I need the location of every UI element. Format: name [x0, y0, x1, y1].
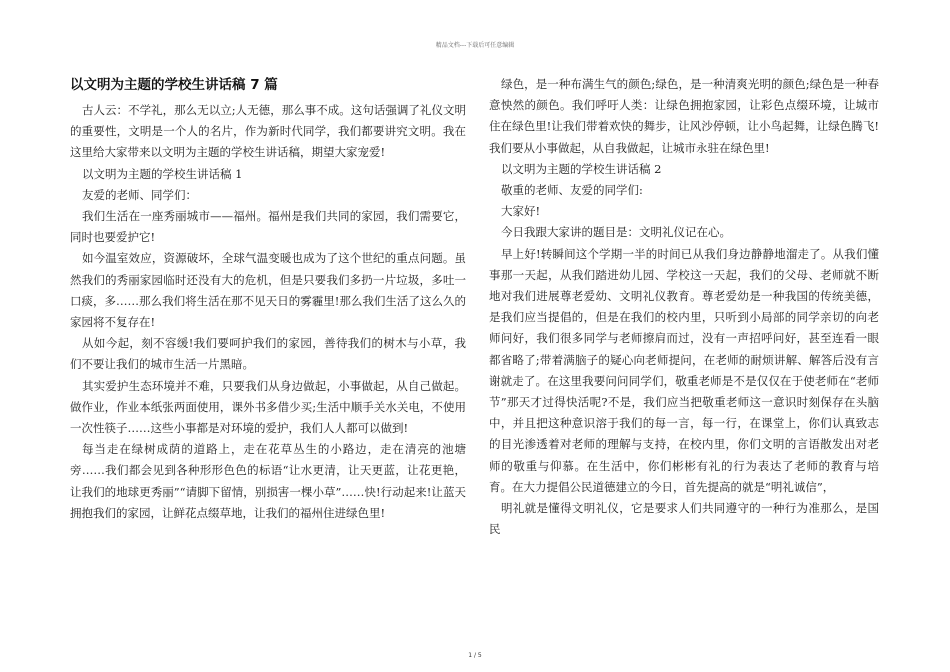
paragraph: 敬重的老师、友爱的同学们: — [501, 183, 643, 198]
paragraph: 其实爱护生态环境并不难，只要我们从身边做起，小事做起，从自己做起。做作业，作业本纸张两面使用，课外书多借少买;生活中顺手关水关电，不使用一次性筷子……这些小事都是对环境的爱护，我们人人都可以做到! — [70, 378, 466, 436]
left-body — [70, 100, 466, 524]
document-title: 以文明为主题的学校生讲话稿 7 篇 — [70, 77, 278, 93]
paragraph: 我们生活在一座秀丽城市——福州。福州是我们共同的家园，我们需要它，同时也要爱护它! — [70, 209, 466, 245]
paragraph: 大家好! — [501, 204, 541, 219]
paragraph: 如今温室效应，资源破坏，全球气温变暖也成为了这个世纪的重点问题。虽然我们的秀丽家园临时还没有大的危机，但是只要我们多扔一片垃圾，多吐一口痰，多……那么我们将生活在那不见天日的雾霾里!那么我们生活了这么久的家园将不复存在! — [70, 251, 466, 330]
paragraph: 每当走在绿树成荫的道路上，走在花草丛生的小路边，走在清亮的池塘旁……我们都会见到各种形形色色的标语“让水更清，让天更蓝，让花更艳，让我们的地球更秀丽”“请脚下留情，别损害一棵小草”……快!行动起来!让蓝天拥抱我们的家园，让鲜花点缀草地，让我们的福州住进绿色里! — [70, 442, 466, 520]
right-column — [489, 74, 879, 540]
left-column — [70, 74, 466, 524]
paragraph: 友爱的老师、同学们： — [82, 187, 197, 202]
page-header: 精品文档---下载后可任意编辑 — [435, 42, 515, 49]
right-body — [489, 74, 879, 540]
paragraph: 早上好!转瞬间这个学期一半的时间已从我们身边静静地溜走了。从我们懂事那一天起，从我们踏进幼儿园、学校这一天起，我们的父母、老师就不断地对我们进展尊老爱幼、文明礼仪教育。尊老爱幼是一种我国的传统美德，是我们应当提倡的，但是在我们的校内里，只听到小局部的同学亲切的向老师问好，我们很多同学与老师擦肩而过，没有一声招呼问好，甚至连看一眼都省略了;带着满脑子的疑心向老师提问，在老师的耐烦讲解、解答后没有言谢就走了。在这里我要问问同学们，敬重老师是不是仅仅在于使老师在“老师节”那天才过得快活呢?不是，我们应当把敬重老师这一意识时刻保存在头脑中，并且把这种意识溶于我们的每一言，每一行，在课堂上，你们认真致志的目光渗透着对老师的理解与支持，在校内里，你们文明的言语散发出对老师的敬重与仰慕。在生活中，你们彬彬有礼的行为表达了老师的教育与培育。在大力提倡公民道德建立的今日，首先提高的就是“明礼诚信”， — [489, 246, 879, 494]
paragraph: 今日我跟大家讲的题目是：文明礼仪记在心。 — [501, 225, 731, 240]
paragraph: 以文明为主题的学校生讲话稿 2 — [501, 161, 662, 176]
paragraph: 从如今起，刻不容缓!我们要呵护我们的家园，善待我们的树木与小草，我们不要让我们的城市生活一片黑暗。 — [70, 336, 466, 372]
paragraph: 古人云：不学礼，那么无以立;人无德，那么事不成。这句话强调了礼仪文明的重要性，文明是一个人的名片，作为新时代同学，我们都要讲究文明。我在这里给大家带来以文明为主题的学校生讲话稿，期望大家宠爱! — [70, 103, 466, 160]
paragraph: 以文明为主题的学校生讲话稿 1 — [82, 166, 243, 181]
paragraph: 明礼就是懂得文明礼仪，它是要求人们共同遵守的一种行为准那么，是国民 — [489, 501, 879, 537]
paragraph: 绿色，是一种布满生气的颜色;绿色，是一种清爽光明的颜色;绿色是一种春意怏然的颜色。我们呼吁人类：让绿色拥抱家园，让彩色点缀环境，让城市住在绿色里!让我们带着欢快的舞步，让风沙停顿，让小鸟起舞，让绿色腾飞!我们要从小事做起，从自我做起，让城市永驻在绿色里! — [489, 77, 879, 155]
page-number: 1 / 5 — [468, 652, 482, 659]
